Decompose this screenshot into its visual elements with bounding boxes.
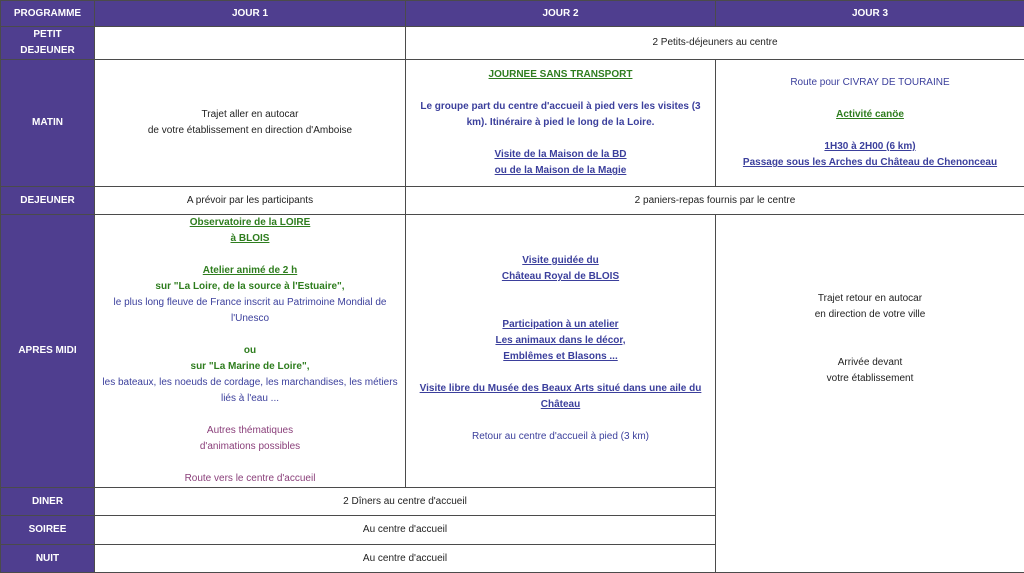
dejeuner-jour-2-3: 2 paniers-repas fournis par le centre <box>406 187 1024 215</box>
activite-canoe: Activité canöe <box>720 107 1020 123</box>
row-label-matin: MATIN <box>1 60 95 187</box>
maison-bd-link: Visite de la Maison de la BD <box>410 147 711 163</box>
row-label-apres-midi: APRES MIDI <box>1 215 95 488</box>
matin-jour-1: Trajet aller en autocar de votre établissement en direction d'Amboise <box>95 60 406 187</box>
soiree-jour-1-2: Au centre d'accueil <box>95 516 716 545</box>
maison-magie-link: ou de la Maison de la Magie <box>410 163 711 179</box>
dejeuner-jour-1: A prévoir par les participants <box>95 187 406 215</box>
apres-midi-jour-2: Visite guidée du Château Royal de BLOIS Participation à un atelier Les animaux dans le décor, Emblêmes et Blasons ... Visite libre du Musée des Beaux Arts situé dans une aile du Château Retour au centre d'accueil à pied (3 km) <box>406 215 716 488</box>
row-label-dejeuner: DEJEUNER <box>1 187 95 215</box>
matin-jour-2: JOURNEE SANS TRANSPORT Le groupe part du centre d'accueil à pied vers les visites (3 km). Itinéraire à pied le long de la Loire. Visite de la Maison de la BD ou de la Maison de la Magie <box>406 60 716 187</box>
header-programme: PROGRAMME <box>1 1 95 27</box>
row-label-soiree: SOIREE <box>1 516 95 545</box>
row-label-diner: DINER <box>1 488 95 516</box>
row-label-petit-dejeuner: PETIT DEJEUNER <box>1 27 95 60</box>
apres-midi-jour-1: Observatoire de la LOIRE à BLOIS Atelier animé de 2 h sur "La Loire, de la source à l'Estuaire", le plus long fleuve de France inscrit au Patrimoine Mondial de l'Unesco ou sur "La Marine de Loire", les bateaux, les noeuds de cordage, les marchandises, les métiers liés à l'eau ... Autres thématiques d'animations possibles Route vers le centre d'accueil <box>95 215 406 488</box>
apres-midi-jour-3: Trajet retour en autocar en direction de votre ville Arrivée devant votre établissement <box>716 215 1024 573</box>
row-label-nuit: NUIT <box>1 545 95 573</box>
header-jour-2: JOUR 2 <box>406 1 716 27</box>
journee-sans-transport-title: JOURNEE SANS TRANSPORT <box>410 67 711 83</box>
header-jour-3: JOUR 3 <box>716 1 1024 27</box>
matin-jour-3: Route pour CIVRAY DE TOURAINE Activité canöe 1H30 à 2H00 (6 km) Passage sous les Arches du Château de Chenonceau <box>716 60 1024 187</box>
petit-dejeuner-jour-1 <box>95 27 406 60</box>
header-jour-1: JOUR 1 <box>95 1 406 27</box>
nuit-jour-1-2: Au centre d'accueil <box>95 545 716 573</box>
petit-dejeuner-jour-2-3: 2 Petits-déjeuners au centre <box>406 27 1024 60</box>
diner-jour-1-2: 2 Dîners au centre d'accueil <box>95 488 716 516</box>
